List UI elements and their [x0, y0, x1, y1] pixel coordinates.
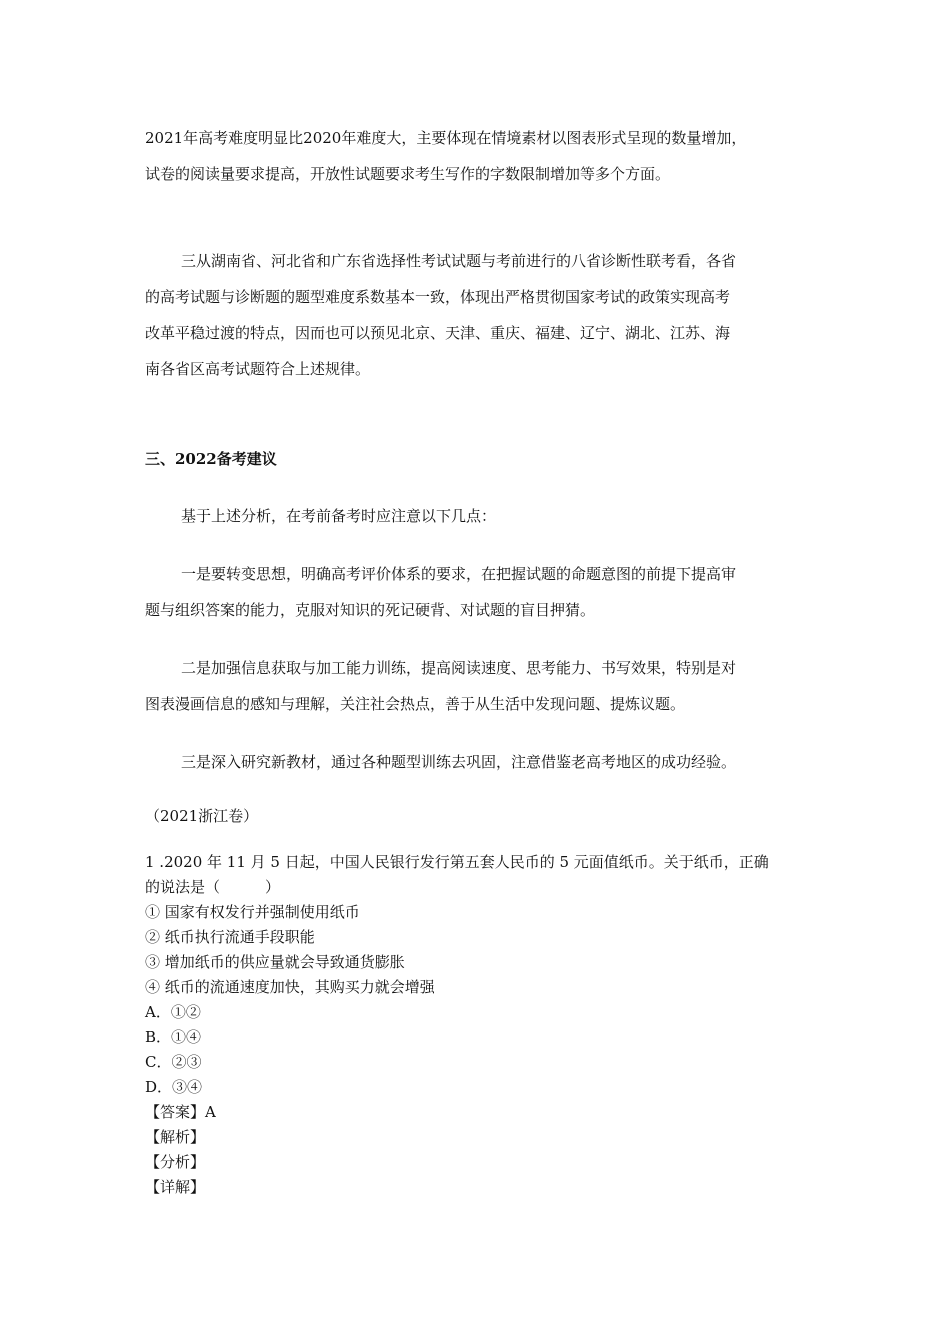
text-line: 一是要转变思想，明确高考评价体系的要求，在把握试题的命题意图的前提下提高审 [181, 565, 737, 583]
option-c: C．②③ [145, 1053, 202, 1071]
paragraph-difficulty [145, 120, 815, 192]
fenxi-label: 【分析】 [145, 1153, 206, 1171]
text-line: 二是加强信息获取与加工能力训练，提高阅读速度、思考能力、书写效果，特别是对 [181, 659, 737, 677]
question-source: （2021浙江卷） [145, 807, 259, 825]
text-line: 图表漫画信息的感知与理解，关注社会热点，善于从生活中发现问题、提炼议题。 [145, 695, 686, 713]
option-d: D．③④ [145, 1078, 203, 1096]
paragraph-point-1 [145, 556, 815, 628]
text-line: 改革平稳过渡的特点，因而也可以预见北京、天津、重庆、福建、辽宁、湖北、江苏、海 [145, 324, 731, 342]
statement-item: ① 国家有权发行并强制使用纸币 [145, 903, 360, 921]
text-line: 题与组织答案的能力，克服对知识的死记硬背、对试题的盲目押猜。 [145, 601, 596, 619]
text-line: 三是深入研究新教材，通过各种题型训练去巩固，注意借鉴老高考地区的成功经验。 [181, 753, 737, 771]
answer-label: 【答案】A [145, 1103, 216, 1121]
option-a: A．①② [145, 1003, 201, 1021]
text-line: 南各省区高考试题符合上述规律。 [145, 360, 371, 378]
statement-item: ② 纸币执行流通手段职能 [145, 928, 315, 946]
statement-item: ③ 增加纸币的供应量就会导致通货膨胀 [145, 953, 405, 971]
question-block [145, 850, 815, 1200]
analysis-label: 【解析】 [145, 1128, 206, 1146]
detail-label: 【详解】 [145, 1178, 206, 1196]
text-line: 三从湖南省、河北省和广东省选择性考试试题与考前进行的八省诊断性联考看，各省 [181, 252, 737, 270]
paragraph-intro [145, 498, 815, 534]
text-line: 试卷的阅读量要求提高，开放性试题要求考生写作的字数限制增加等多个方面。 [145, 165, 671, 183]
text-line: 的高考试题与诊断题的题型难度系数基本一致，体现出严格贯彻国家考试的政策实现高考 [145, 288, 731, 306]
paragraph-provinces [145, 243, 815, 387]
option-b: B．①④ [145, 1028, 202, 1046]
paragraph-point-2 [145, 650, 815, 722]
paragraph-point-3 [145, 744, 815, 780]
section-heading: 三、2022备考建议 [145, 450, 277, 468]
statement-item: ④ 纸币的流通速度加快，其购买力就会增强 [145, 978, 435, 996]
question-stem: 的说法是（ ） [145, 878, 281, 896]
question-stem: 1 .2020 年 11 月 5 日起，中国人民银行发行第五套人民币的 5 元面值纸币。关于纸币，正确 [145, 853, 769, 871]
text-line: 2021年高考难度明显比2020年难度大，主要体现在情境素材以图表形式呈现的数量增加， [145, 129, 747, 147]
text-line: 基于上述分析，在考前备考时应注意以下几点： [181, 507, 497, 525]
